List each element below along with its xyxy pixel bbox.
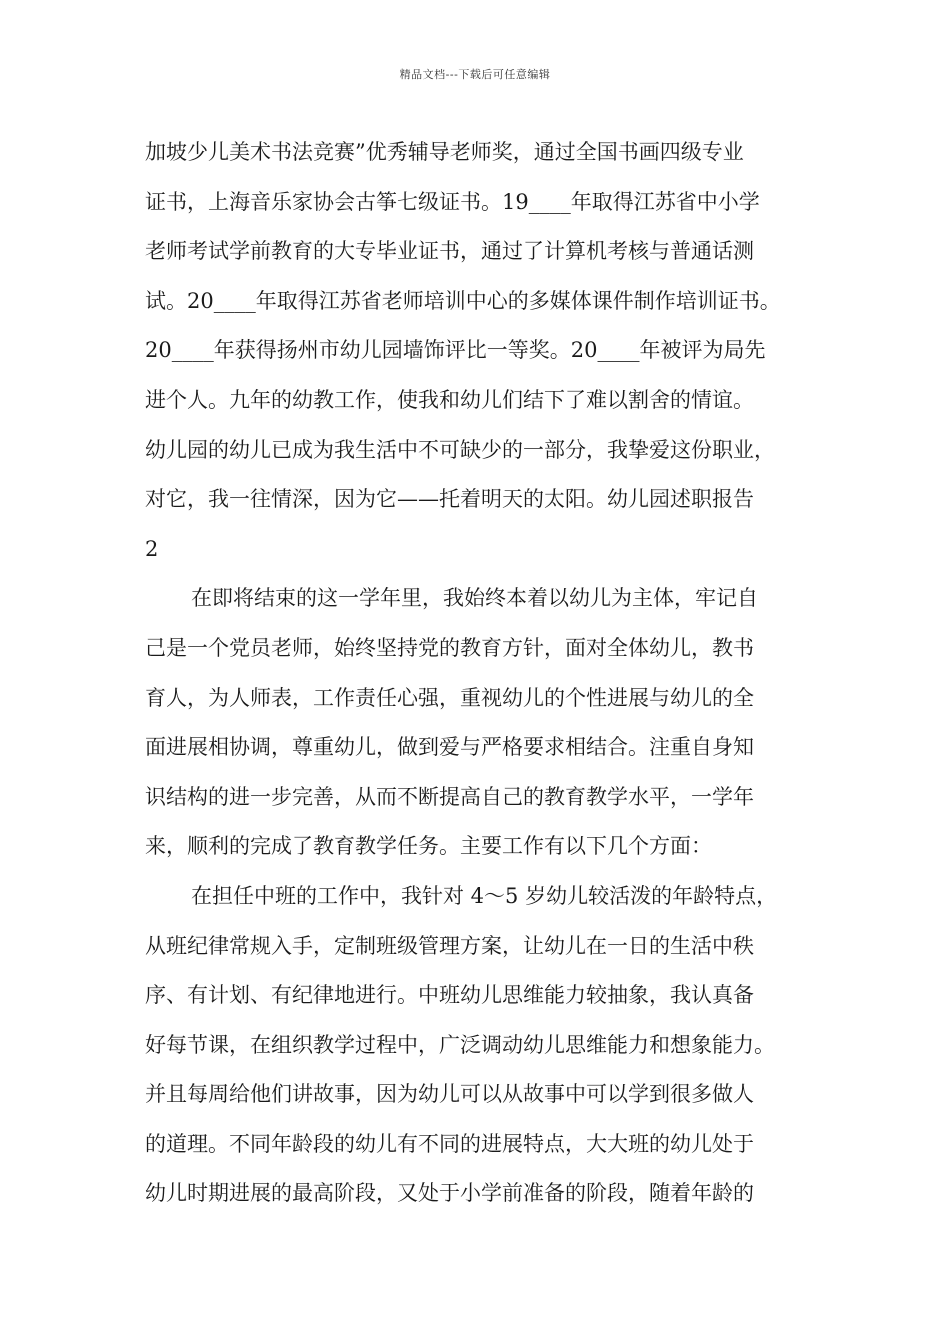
text-line: 幼儿时期进展的最高阶段，又处于小学前准备的阶段，随着年龄的 (145, 1181, 754, 1206)
text-line: 识结构的进一步完善，从而不断提高自己的教育教学水平，一学年 (145, 784, 754, 809)
paragraph-first-line: 在即将结束的这一学年里，我始终本着以幼儿为主体，牢记自 (191, 586, 758, 611)
text-line: 加坡少儿美术书法竞赛”优秀辅导老师奖，通过全国书画四级专业 (145, 140, 744, 164)
text-line: 的道理。不同年龄段的幼儿有不同的进展特点，大大班的幼儿处于 (145, 1131, 754, 1156)
text-line: 好每节课，在组织教学过程中，广泛调动幼儿思维能力和想象能力。 (145, 1032, 775, 1057)
text-line: 证书，上海音乐家协会古筝七级证书。19____年取得江苏省中小学 (145, 189, 760, 214)
text-line: 育人，为人师表，工作责任心强，重视幼儿的个性进展与幼儿的全 (145, 685, 754, 710)
text-line: 20____年获得扬州市幼儿园墙饰评比一等奖。20____年被评为局先 (145, 338, 766, 363)
paragraph-first-line: 在担任中班的工作中，我针对 4～5 岁幼儿较活泼的年龄特点， (191, 883, 778, 908)
text-line: 并且每周给他们讲故事，因为幼儿可以从故事中可以学到很多做人 (145, 1082, 754, 1107)
text-line: 试。20____年取得江苏省老师培训中心的多媒体课件制作培训证书。 (145, 288, 781, 313)
text-line: 幼儿园的幼儿已成为我生活中不可缺少的一部分，我挚爱这份职业， (145, 437, 775, 462)
text-line: 从班纪律常规入手，定制班级管理方案，让幼儿在一日的生活中秩 (145, 933, 754, 958)
text-line: 进个人。九年的幼教工作，使我和幼儿们结下了难以割舍的情谊。 (145, 387, 754, 412)
text-line: 面进展相协调，尊重幼儿，做到爱与严格要求相结合。注重自身知 (145, 735, 754, 760)
text-line: 来，顺利的完成了教育教学任务。主要工作有以下几个方面： (145, 834, 712, 859)
page-header: 精品文档---下载后可任意编辑 (399, 68, 551, 81)
document-body (145, 128, 815, 1219)
text-line: 对它，我一往情深，因为它——托着明天的太阳。幼儿园述职报告 (145, 487, 754, 512)
text-line: 2 (145, 536, 159, 561)
text-line: 己是一个党员老师，始终坚持党的教育方针，面对全体幼儿，教书 (145, 635, 754, 660)
text-line: 老师考试学前教育的大专毕业证书，通过了计算机考核与普通话测 (145, 239, 754, 264)
text-line: 序、有计划、有纪律地进行。中班幼儿思维能力较抽象，我认真备 (145, 983, 754, 1008)
